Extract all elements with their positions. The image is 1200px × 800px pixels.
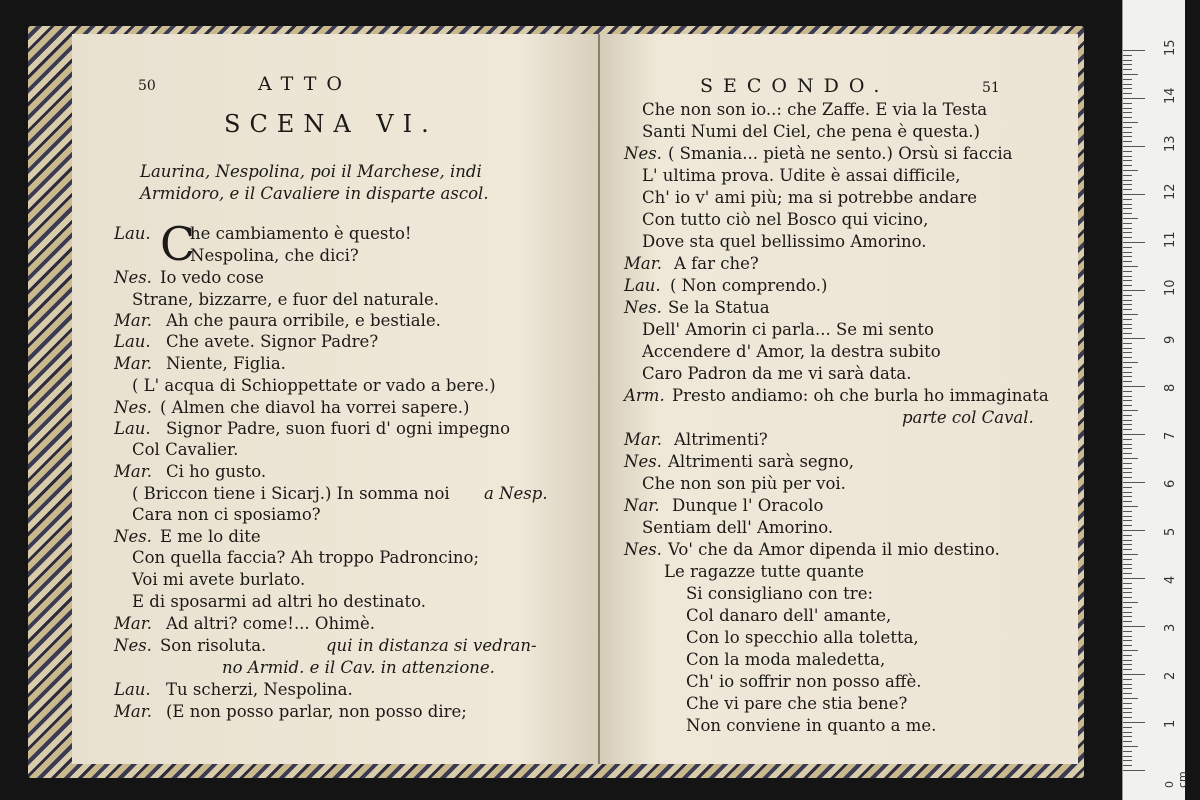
- ruler-tick: [1123, 328, 1132, 329]
- ruler-tick: [1123, 271, 1132, 272]
- ruler-tick: [1123, 751, 1132, 752]
- verse-line: Se la Statua: [668, 298, 770, 317]
- ruler-tick: [1123, 204, 1132, 205]
- speaker-label: Mar.: [114, 462, 153, 481]
- ruler-number: 9: [1163, 335, 1178, 344]
- ruler-tick: [1123, 410, 1138, 411]
- ruler-tick: [1123, 439, 1132, 440]
- ruler-tick: [1123, 324, 1132, 325]
- verse-line: Che non son io..: che Zaffe. E via la Testa: [642, 100, 988, 119]
- verse-line: L' ultima prova. Udite è assai difficile,: [642, 166, 961, 185]
- ruler-tick: [1123, 352, 1132, 353]
- ruler-tick: [1123, 405, 1132, 406]
- ruler-tick: [1123, 602, 1138, 603]
- ruler-tick: [1123, 640, 1132, 641]
- ruler-tick: [1123, 184, 1132, 185]
- ruler-tick: [1123, 391, 1132, 392]
- ruler-tick: [1123, 127, 1132, 128]
- ruler-tick: [1123, 88, 1132, 89]
- ruler-tick: [1123, 535, 1132, 536]
- ruler-tick: [1123, 722, 1145, 723]
- verse-line: (E non posso parlar, non posso dire;: [166, 702, 467, 721]
- ruler-tick: [1123, 180, 1132, 181]
- ruler-tick: [1123, 626, 1145, 627]
- ruler-number: 1: [1163, 719, 1178, 728]
- ruler-number: 8: [1163, 383, 1178, 392]
- speaker-label: Nes.: [624, 452, 662, 471]
- ruler-tick: [1123, 612, 1132, 613]
- ruler-tick: [1123, 213, 1132, 214]
- verse-line: Son risoluta.: [160, 636, 267, 655]
- ruler-tick: [1123, 84, 1132, 85]
- ruler-tick: [1123, 396, 1132, 397]
- ruler-tick: [1123, 621, 1132, 622]
- ruler-tick: [1123, 736, 1132, 737]
- ruler-tick: [1123, 669, 1132, 670]
- ruler-tick: [1123, 146, 1145, 147]
- speaker-label: Nes.: [114, 636, 152, 655]
- ruler-tick: [1123, 544, 1132, 545]
- ruler-tick: [1123, 487, 1132, 488]
- ruler-tick: [1123, 554, 1138, 555]
- ruler-tick: [1123, 112, 1132, 113]
- left-page: [72, 34, 598, 764]
- ruler-number: 11: [1163, 231, 1178, 248]
- verse-line: Con tutto ciò nel Bosco qui vicino,: [642, 210, 929, 229]
- ruler-tick: [1123, 338, 1145, 339]
- ruler-tick: [1123, 688, 1132, 689]
- ruler-tick: [1123, 64, 1132, 65]
- verse-line: Nespolina, che dici?: [190, 246, 359, 265]
- ruler-tick: [1123, 343, 1132, 344]
- ruler-tick: [1123, 232, 1132, 233]
- speaker-label: Nes.: [114, 527, 152, 546]
- speaker-label: Nes.: [624, 144, 662, 163]
- ruler-tick: [1123, 285, 1132, 286]
- ruler-tick: [1123, 266, 1138, 267]
- right-page: [600, 34, 1078, 764]
- ruler-tick: [1123, 698, 1138, 699]
- aria-line: Con lo specchio alla toletta,: [686, 628, 919, 647]
- verse-line: ( Smania... pietà ne sento.) Orsù si faccia: [668, 144, 1013, 163]
- ruler-tick: [1123, 228, 1132, 229]
- aria-line: Ch' io soffrir non posso affè.: [686, 672, 922, 691]
- ruler-tick: [1123, 122, 1138, 123]
- ruler-tick: [1123, 453, 1132, 454]
- speaker-label: Mar.: [114, 311, 153, 330]
- aria-line: Le ragazze tutte quante: [664, 562, 865, 581]
- verse-line: Ch' io v' ami più; ma si potrebbe andare: [642, 188, 978, 207]
- ruler-tick: [1123, 218, 1138, 219]
- ruler-tick: [1123, 520, 1132, 521]
- ruler-tick: [1123, 261, 1132, 262]
- ruler-tick: [1123, 108, 1132, 109]
- ruler-tick: [1123, 55, 1132, 56]
- ruler-tick: [1123, 756, 1132, 757]
- left-page-number: 50: [138, 78, 156, 94]
- right-running-header: SECONDO.: [700, 75, 890, 97]
- ruler-tick: [1123, 717, 1132, 718]
- ruler-tick: [1123, 679, 1132, 680]
- ruler-tick: [1123, 290, 1145, 291]
- verse-line: Che avete. Signor Padre?: [166, 332, 379, 351]
- verse-line: Accendere d' Amor, la destra subito: [642, 342, 941, 361]
- ruler-tick: [1123, 165, 1132, 166]
- ruler-tick: [1123, 79, 1132, 80]
- ruler-tick: [1123, 477, 1132, 478]
- ruler-tick: [1123, 468, 1132, 469]
- ruler-tick: [1123, 770, 1145, 771]
- ruler-tick: [1123, 74, 1138, 75]
- ruler-tick: [1123, 242, 1145, 243]
- speaker-label: Nes.: [114, 268, 152, 287]
- verse-line: ( L' acqua di Schioppettate or vado a bere.): [132, 376, 496, 395]
- ruler-tick: [1123, 256, 1132, 257]
- verse-line: ( Almen che diavol ha vorrei sapere.): [160, 398, 470, 417]
- verse-line: Strane, bizzarre, e fuor del naturale.: [132, 290, 440, 309]
- ruler-tick: [1123, 304, 1132, 305]
- ruler-tick: [1123, 482, 1145, 483]
- aria-line: Con la moda maledetta,: [686, 650, 886, 669]
- ruler-tick: [1123, 280, 1132, 281]
- verse-line: E me lo dite: [160, 527, 261, 546]
- verse-line: ( Non comprendo.): [670, 276, 828, 295]
- ruler-tick: [1123, 559, 1132, 560]
- aria-line: Col danaro dell' amante,: [686, 606, 892, 625]
- ruler-tick: [1123, 765, 1132, 766]
- ruler-tick: [1123, 732, 1132, 733]
- ruler-tick: [1123, 664, 1132, 665]
- ruler-tick: [1123, 415, 1132, 416]
- ruler-tick: [1123, 760, 1132, 761]
- scene-title: SCENA VI.: [224, 110, 438, 138]
- ruler-tick: [1123, 592, 1132, 593]
- ruler-tick: [1123, 103, 1132, 104]
- measurement-ruler: [1122, 0, 1189, 800]
- verse-line: Voi mi avete burlato.: [132, 570, 306, 589]
- aside-direction: a Nesp.: [484, 484, 548, 503]
- ruler-tick: [1123, 333, 1132, 334]
- speaker-label: Arm.: [624, 386, 665, 405]
- verse-line: Dell' Amorin ci parla... Se mi sento: [642, 320, 934, 339]
- speaker-label: Lau.: [624, 276, 661, 295]
- right-page-number: 51: [982, 80, 1000, 96]
- ruler-tick: [1123, 300, 1132, 301]
- ruler-tick: [1123, 573, 1132, 574]
- ruler-number: 15: [1163, 39, 1178, 56]
- ruler-tick: [1123, 741, 1132, 742]
- speaker-label: Mar.: [624, 254, 663, 273]
- ruler-number: 2: [1163, 671, 1178, 680]
- speaker-label: Mar.: [114, 614, 153, 633]
- ruler-tick: [1123, 708, 1132, 709]
- ruler-tick: [1123, 616, 1132, 617]
- ruler-tick: [1123, 496, 1132, 497]
- ruler-number: 5: [1163, 527, 1178, 536]
- ruler-tick: [1123, 151, 1132, 152]
- ruler-tick: [1123, 132, 1132, 133]
- aside-direction: qui in distanza si vedran-: [326, 636, 537, 655]
- speaker-label: Lau.: [114, 680, 151, 699]
- left-running-header: ATTO: [258, 73, 352, 95]
- ruler-tick: [1123, 727, 1132, 728]
- verse-line: Ah che paura orribile, e bestiale.: [166, 311, 441, 330]
- ruler-tick: [1123, 645, 1132, 646]
- verse-line: Niente, Figlia.: [166, 354, 286, 373]
- ruler-tick: [1123, 693, 1132, 694]
- ruler-tick: [1123, 199, 1132, 200]
- ruler-tick: [1123, 314, 1138, 315]
- stage-direction-1: Laurina, Nespolina, poi il Marchese, indi: [140, 162, 482, 181]
- ruler-tick: [1123, 376, 1132, 377]
- ruler-tick: [1123, 420, 1132, 421]
- verse-line: Sentiam dell' Amorino.: [642, 518, 834, 537]
- verse-line: Cara non ci sposiamo?: [132, 505, 321, 524]
- drop-cap: C: [160, 217, 196, 271]
- ruler-tick: [1123, 712, 1132, 713]
- ruler-tick: [1123, 309, 1132, 310]
- verse-line: Ad altri? come!... Ohimè.: [166, 614, 376, 633]
- ruler-tick: [1123, 525, 1132, 526]
- ruler-unit-label: 0 cm: [1163, 771, 1189, 788]
- ruler-tick: [1123, 463, 1132, 464]
- verse-line: Con quella faccia? Ah troppo Padroncino;: [132, 548, 480, 567]
- ruler-tick: [1123, 568, 1132, 569]
- ruler-tick: [1123, 655, 1132, 656]
- ruler-number: 7: [1163, 431, 1178, 440]
- ruler-tick: [1123, 501, 1132, 502]
- ruler-tick: [1123, 674, 1145, 675]
- ruler-tick: [1123, 472, 1132, 473]
- ruler-tick: [1123, 448, 1132, 449]
- ruler-tick: [1123, 511, 1132, 512]
- verse-line: he cambiamento è questo!: [190, 224, 412, 243]
- verse-line: Col Cavalier.: [132, 440, 239, 459]
- verse-line: Ci ho gusto.: [166, 462, 267, 481]
- ruler-tick: [1123, 319, 1132, 320]
- aria-line: Non conviene in quanto a me.: [686, 716, 937, 735]
- speaker-label: Mar.: [114, 354, 153, 373]
- ruler-tick: [1123, 636, 1132, 637]
- ruler-tick: [1123, 247, 1132, 248]
- speaker-label: Nes.: [114, 398, 152, 417]
- ruler-number: 13: [1163, 135, 1178, 152]
- verse-line: Caro Padron da me vi sarà data.: [642, 364, 912, 383]
- ruler-tick: [1123, 458, 1138, 459]
- ruler-tick: [1123, 386, 1145, 387]
- speaker-label: Nes.: [624, 298, 662, 317]
- ruler-tick: [1123, 400, 1132, 401]
- ruler-tick: [1123, 237, 1132, 238]
- speaker-label: Lau.: [114, 419, 151, 438]
- ruler-tick: [1123, 362, 1138, 363]
- ruler-tick: [1123, 175, 1132, 176]
- aria-line: Che vi pare che stia bene?: [686, 694, 908, 713]
- verse-line: A far che?: [674, 254, 759, 273]
- verse-line: Altrimenti sarà segno,: [668, 452, 855, 471]
- ruler-tick: [1123, 189, 1132, 190]
- ruler-tick: [1123, 444, 1132, 445]
- ruler-tick: [1123, 684, 1132, 685]
- verse-line: Che non son più per voi.: [642, 474, 846, 493]
- speaker-label: Lau.: [114, 224, 151, 243]
- ruler-tick: [1123, 60, 1132, 61]
- ruler-tick: [1123, 506, 1138, 507]
- verse-line: Altrimenti?: [674, 430, 768, 449]
- ruler-tick: [1123, 583, 1132, 584]
- ruler-tick: [1123, 381, 1132, 382]
- ruler-tick: [1123, 50, 1145, 51]
- ruler-number: 10: [1163, 279, 1178, 296]
- verse-line: Presto andiamo: oh che burla ho immaginata: [672, 386, 1049, 405]
- ruler-tick: [1123, 746, 1138, 747]
- ruler-tick: [1123, 597, 1132, 598]
- verse-line: E di sposarmi ad altri ho destinato.: [132, 592, 426, 611]
- ruler-tick: [1123, 372, 1132, 373]
- ruler-tick: [1123, 607, 1132, 608]
- ruler-tick: [1123, 357, 1132, 358]
- verse-line: Santi Numi del Ciel, che pena è questa.): [642, 122, 980, 141]
- verse-line: Dove sta quel bellissimo Amorino.: [642, 232, 927, 251]
- ruler-tick: [1123, 429, 1132, 430]
- ruler-tick: [1123, 117, 1132, 118]
- ruler-tick: [1123, 252, 1132, 253]
- ruler-tick: [1123, 98, 1145, 99]
- ruler-tick: [1123, 208, 1132, 209]
- stage-direction-2: Armidoro, e il Cavaliere in disparte ascol.: [140, 184, 489, 203]
- verse-line: Tu scherzi, Nespolina.: [166, 680, 353, 699]
- ruler-tick: [1123, 549, 1132, 550]
- ruler-tick: [1123, 424, 1132, 425]
- ruler-number: 6: [1163, 479, 1178, 488]
- book: [28, 26, 1084, 778]
- ruler-tick: [1123, 348, 1132, 349]
- ruler-tick: [1123, 93, 1132, 94]
- ruler-tick: [1123, 295, 1132, 296]
- ruler-number: 14: [1163, 87, 1178, 104]
- ruler-number: 12: [1163, 183, 1178, 200]
- verse-line: ( Briccon tiene i Sicarj.) In somma noi: [132, 484, 450, 503]
- ruler-tick: [1123, 276, 1132, 277]
- speaker-label: Nar.: [624, 496, 660, 515]
- ruler-tick: [1123, 516, 1132, 517]
- ruler-tick: [1123, 564, 1132, 565]
- ruler-tick: [1123, 434, 1145, 435]
- verse-line: Signor Padre, suon fuori d' ogni impegno: [166, 419, 511, 438]
- ruler-tick: [1123, 223, 1132, 224]
- verse-line: Io vedo cose: [160, 268, 264, 287]
- ruler-tick: [1123, 156, 1132, 157]
- ruler-tick: [1123, 194, 1145, 195]
- ruler-tick: [1123, 588, 1132, 589]
- stage-direction: parte col Caval.: [902, 408, 1034, 427]
- ruler-tick: [1123, 530, 1145, 531]
- ruler-tick: [1123, 170, 1138, 171]
- ruler-tick: [1123, 69, 1132, 70]
- verse-line: Vo' che da Amor dipenda il mio destino.: [668, 540, 1000, 559]
- ruler-number: 3: [1163, 623, 1178, 632]
- ruler-tick: [1123, 703, 1132, 704]
- speaker-label: Mar.: [114, 702, 153, 721]
- stage-direction-continued: no Armid. e il Cav. in attenzione.: [222, 658, 495, 677]
- aria-line: Si consigliano con tre:: [686, 584, 874, 603]
- ruler-tick: [1123, 492, 1132, 493]
- ruler-tick: [1123, 141, 1132, 142]
- speaker-label: Mar.: [624, 430, 663, 449]
- ruler-number: 4: [1163, 575, 1178, 584]
- ruler-tick: [1123, 367, 1132, 368]
- ruler-tick: [1123, 650, 1138, 651]
- verse-line: Dunque l' Oracolo: [672, 496, 824, 515]
- ruler-tick: [1123, 160, 1132, 161]
- ruler-tick: [1123, 631, 1132, 632]
- speaker-label: Nes.: [624, 540, 662, 559]
- ruler-tick: [1123, 578, 1145, 579]
- speaker-label: Lau.: [114, 332, 151, 351]
- ruler-tick: [1123, 660, 1132, 661]
- ruler-tick: [1123, 136, 1132, 137]
- ruler-tick: [1123, 540, 1132, 541]
